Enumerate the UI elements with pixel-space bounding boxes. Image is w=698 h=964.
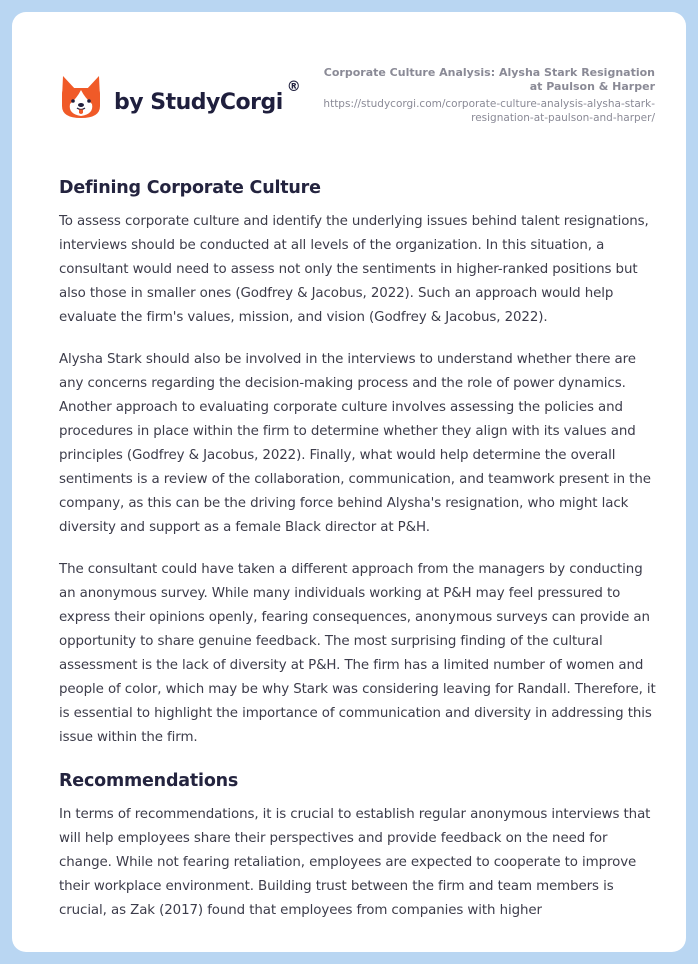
document-title: Corporate Culture Analysis: Alysha Stark Resignation at Paulson & Harper [323,66,655,93]
document-body [59,175,659,941]
section-defining-corporate-culture [59,175,659,750]
section-heading: Recommendations [59,771,239,791]
section-recommendations [59,768,659,923]
document-url[interactable]: https://studycorgi.com/corporate-culture-analysis-alysha-stark-resignation-at-paulson-and-harper/ [323,98,655,124]
section-heading: Defining Corporate Culture [59,178,321,198]
paragraph: To assess corporate culture and identify the underlying issues behind talent resignations, interviews should be conducted at all levels of the organization. In this situation, a consultant would need to assess not only the sentiments in higher-ranked positions but also those in smaller ones (Godfrey & Jacobus, 2022). Such an approach would help evaluate the firm's values, mission, and vision (Godfrey & Jacobus, 2022). [59,214,649,325]
document-card [12,12,686,952]
document-meta [315,66,655,125]
document-header [12,12,686,152]
paragraph: In terms of recommendations, it is crucial to establish regular anonymous interviews that will help employees share their perspectives and provide feedback on the need for change. While not fearing retaliation, employees are expected to cooperate to improve their workplace environment. Building trust between the firm and team members is crucial, as Zak (2017) found that employees from companies with higher [59,807,651,918]
studycorgi-logo[interactable] [60,74,301,120]
paragraph: Alysha Stark should also be involved in the interviews to understand whether there are any concerns regarding the decision-making process and the role of power dynamics. Another approach to evaluating corporate culture involves assessing the policies and procedures in place within the firm to determine whether they align with its values and principles (Godfrey & Jacobus, 2022). Finally, what would help determine the overall sentiments is a review of the collaboration, communication, and teamwork present in the company, as this can be the driving force behind Alysha's resignation, who might lack diversity and support as a female Black director at P&H. [59,352,651,535]
registered-mark: ® [286,79,301,95]
brand-name: by StudyCorgi [114,89,283,115]
paragraph: The consultant could have taken a different approach from the managers by conducting an anonymous survey. While many individuals working at P&H may feel pressured to express their opinions openly, fearing consequences, anonymous surveys can provide an opportunity to share genuine feedback. The most surprising finding of the cultural assessment is the lack of diversity at P&H. The firm has a limited number of women and people of color, which may be why Stark was considering leaving for Randall. Therefore, it is essential to highlight the importance of communication and diversity in addressing this issue within the firm. [59,562,656,745]
corgi-icon [60,74,102,120]
